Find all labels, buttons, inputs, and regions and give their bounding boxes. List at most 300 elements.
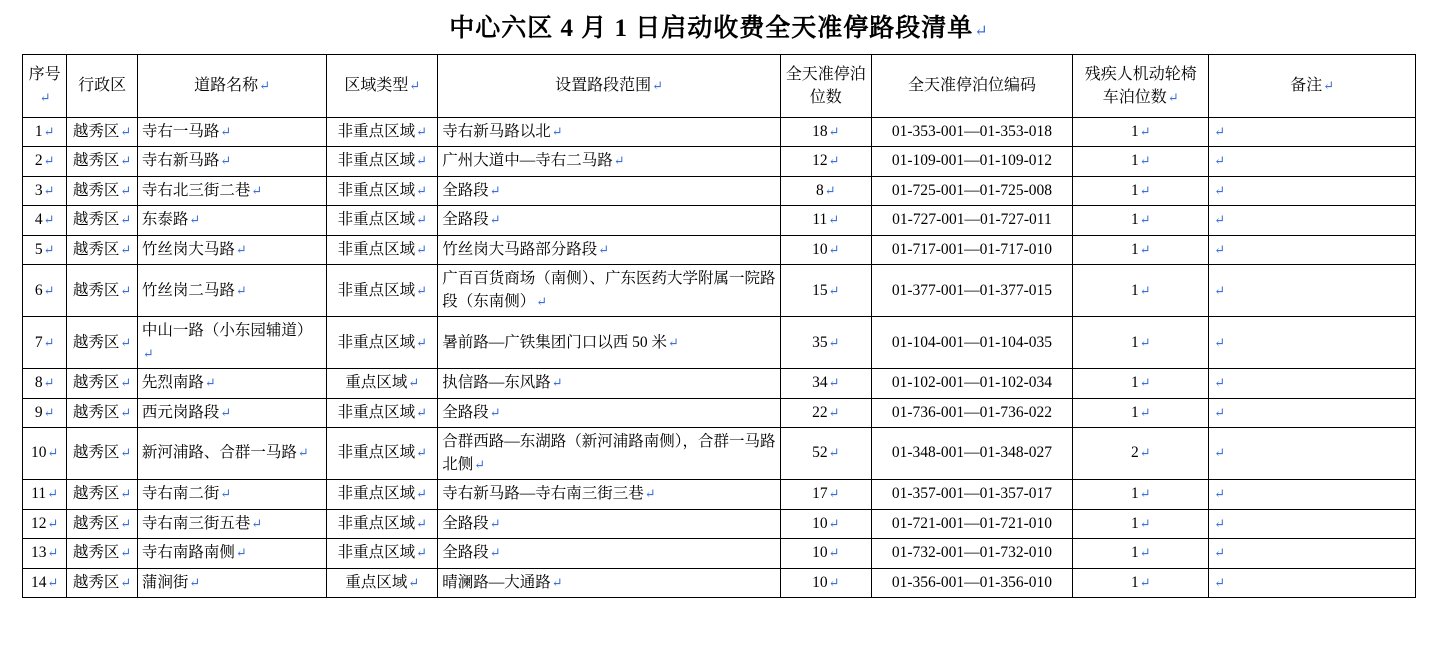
cell-count-text: 22 (812, 403, 828, 421)
pilcrow-mark: ↵ (974, 23, 989, 40)
pilcrow-mark: ↵ (120, 182, 132, 198)
cell-code-text: 01-732-001—01-732-010 (891, 544, 1053, 562)
cell-count-text: 11 (812, 211, 828, 229)
cell-code (871, 317, 1073, 369)
cell-range-text: 广百百货商场（南侧）、广东医药大学附属一院路段（东南侧） (442, 270, 776, 310)
cell-road (137, 509, 326, 538)
pilcrow-mark: ↵ (120, 212, 132, 228)
cell-road-text: 中山一路（小东园辅道） (141, 322, 313, 340)
column-header-zone-label: 区域类型 (344, 77, 409, 95)
cell-no (23, 317, 67, 369)
pilcrow-mark: ↵ (416, 404, 428, 420)
cell-remark (1209, 539, 1416, 568)
cell-range (438, 176, 781, 205)
cell-code (871, 480, 1073, 509)
cell-no-text: 9 (34, 403, 43, 421)
table-row (23, 509, 1416, 538)
cell-count-text: 12 (812, 152, 828, 170)
cell-accessible (1073, 539, 1209, 568)
cell-no-text: 13 (30, 544, 47, 562)
cell-count (780, 568, 871, 597)
column-header-remark-label: 备注 (1290, 77, 1323, 95)
cell-range-text: 暑前路—广铁集团门口以西 50 米 (442, 333, 668, 351)
cell-no (23, 265, 67, 317)
cell-count (780, 317, 871, 369)
cell-range-text: 晴澜路—大通路 (442, 573, 551, 591)
pilcrow-mark: ↵ (1214, 404, 1226, 420)
pilcrow-mark: ↵ (235, 282, 247, 298)
table-body (23, 118, 1416, 598)
cell-district (67, 235, 138, 264)
cell-range (438, 147, 781, 176)
cell-range-text: 竹丝岗大马路部分路段 (442, 240, 598, 258)
page-title (0, 0, 1438, 54)
cell-code (871, 235, 1073, 264)
cell-range-text: 执信路—东风路 (442, 374, 551, 392)
pilcrow-mark: ↵ (120, 574, 132, 590)
cell-no-text: 2 (34, 152, 43, 170)
cell-range-text: 全路段 (442, 181, 489, 199)
pilcrow-mark: ↵ (120, 404, 132, 420)
cell-district-text: 越秀区 (72, 211, 120, 229)
pilcrow-mark: ↵ (1214, 153, 1226, 169)
cell-count-text: 52 (812, 444, 828, 462)
table-row (23, 480, 1416, 509)
cell-zone (327, 206, 438, 235)
cell-district (67, 428, 138, 480)
cell-accessible (1073, 369, 1209, 398)
cell-range (438, 539, 781, 568)
pilcrow-mark: ↵ (1214, 182, 1226, 198)
cell-road (137, 398, 326, 427)
cell-code (871, 118, 1073, 147)
cell-no (23, 235, 67, 264)
pilcrow-mark: ↵ (416, 182, 428, 198)
cell-range-text: 广州大道中—寺右二马路 (442, 152, 613, 170)
cell-accessible-text: 2 (1130, 444, 1139, 462)
cell-zone-text: 重点区域 (345, 573, 408, 591)
pilcrow-mark: ↵ (828, 545, 840, 561)
cell-code-text: 01-721-001—01-721-010 (891, 514, 1053, 532)
cell-zone (327, 235, 438, 264)
pilcrow-mark: ↵ (1214, 515, 1226, 531)
cell-zone-text: 非重点区域 (337, 281, 416, 299)
cell-range-text: 全路段 (442, 544, 489, 562)
cell-road-text: 寺右南三街五巷 (141, 514, 251, 532)
cell-remark (1209, 480, 1416, 509)
pilcrow-mark: ↵ (120, 515, 132, 531)
pilcrow-mark: ↵ (416, 153, 428, 169)
cell-code-text: 01-717-001—01-717-010 (891, 240, 1053, 258)
column-header-count (780, 55, 871, 118)
cell-district (67, 398, 138, 427)
pilcrow-mark: ↵ (828, 515, 840, 531)
pilcrow-mark: ↵ (598, 241, 610, 257)
pilcrow-mark: ↵ (551, 375, 563, 391)
pilcrow-mark: ↵ (644, 486, 656, 502)
pilcrow-mark: ↵ (416, 282, 428, 298)
cell-accessible (1073, 235, 1209, 264)
cell-zone (327, 118, 438, 147)
pilcrow-mark: ↵ (235, 545, 247, 561)
cell-zone-text: 非重点区域 (337, 211, 416, 229)
pilcrow-mark: ↵ (652, 78, 664, 94)
column-header-no-label: 序号 (28, 65, 61, 83)
cell-count-text: 35 (812, 333, 828, 351)
column-header-count-label: 全天准停泊位数 (785, 65, 866, 106)
cell-no-text: 10 (30, 444, 47, 462)
cell-accessible (1073, 398, 1209, 427)
cell-district (67, 176, 138, 205)
pilcrow-mark: ↵ (551, 124, 563, 139)
pilcrow-mark: ↵ (43, 153, 55, 169)
cell-range (438, 480, 781, 509)
cell-road-text: 西元岗路段 (141, 403, 220, 421)
cell-district-text: 越秀区 (72, 240, 120, 258)
pilcrow-mark: ↵ (416, 445, 428, 461)
pilcrow-mark: ↵ (489, 404, 501, 420)
cell-no (23, 206, 67, 235)
cell-road (137, 369, 326, 398)
pilcrow-mark: ↵ (120, 153, 132, 169)
cell-code-text: 01-104-001—01-104-035 (891, 333, 1053, 351)
cell-no (23, 428, 67, 480)
pilcrow-mark: ↵ (1214, 124, 1226, 139)
pilcrow-mark: ↵ (828, 212, 840, 228)
pilcrow-mark: ↵ (47, 445, 59, 461)
cell-road-text: 寺右一马路 (141, 123, 220, 140)
pilcrow-mark: ↵ (1139, 282, 1151, 298)
cell-remark (1209, 509, 1416, 538)
cell-code-text: 01-348-001—01-348-027 (891, 444, 1053, 462)
cell-count (780, 480, 871, 509)
pilcrow-mark: ↵ (120, 124, 132, 139)
table-row (23, 265, 1416, 317)
pilcrow-mark: ↵ (489, 182, 501, 198)
cell-range (438, 235, 781, 264)
cell-zone (327, 317, 438, 369)
cell-range (438, 118, 781, 147)
cell-road-text: 竹丝岗大马路 (141, 240, 235, 258)
pilcrow-mark: ↵ (47, 545, 59, 561)
cell-road (137, 235, 326, 264)
pilcrow-mark: ↵ (220, 153, 232, 169)
cell-no (23, 480, 67, 509)
cell-count (780, 428, 871, 480)
cell-code-text: 01-356-001—01-356-010 (891, 573, 1053, 591)
cell-range (438, 265, 781, 317)
cell-remark (1209, 118, 1416, 147)
pilcrow-mark: ↵ (828, 445, 840, 461)
cell-count (780, 235, 871, 264)
pilcrow-mark: ↵ (1214, 375, 1226, 391)
cell-no (23, 118, 67, 147)
pilcrow-mark: ↵ (536, 293, 548, 309)
pilcrow-mark: ↵ (47, 486, 59, 502)
pilcrow-mark: ↵ (1139, 212, 1151, 228)
pilcrow-mark: ↵ (1167, 90, 1179, 105)
cell-range (438, 509, 781, 538)
cell-district-text: 越秀区 (72, 514, 120, 532)
pilcrow-mark: ↵ (1214, 486, 1226, 502)
cell-count (780, 509, 871, 538)
cell-accessible-text: 1 (1130, 573, 1139, 591)
cell-no (23, 568, 67, 597)
cell-road-text: 竹丝岗二马路 (141, 281, 235, 299)
cell-count-text: 10 (812, 544, 828, 562)
cell-road (137, 568, 326, 597)
cell-accessible-text: 1 (1130, 123, 1139, 140)
cell-count-text: 10 (812, 573, 828, 591)
pilcrow-mark: ↵ (120, 486, 132, 502)
cell-count (780, 176, 871, 205)
cell-accessible (1073, 176, 1209, 205)
cell-accessible-text: 1 (1130, 333, 1139, 351)
cell-district-text: 越秀区 (72, 152, 120, 170)
cell-accessible-text: 1 (1130, 240, 1139, 258)
table-row (23, 317, 1416, 369)
table-header-row (23, 55, 1416, 118)
cell-accessible (1073, 480, 1209, 509)
cell-zone (327, 480, 438, 509)
pilcrow-mark: ↵ (828, 282, 840, 298)
cell-zone-text: 非重点区域 (337, 181, 416, 199)
pilcrow-mark: ↵ (47, 515, 59, 531)
cell-zone (327, 568, 438, 597)
pilcrow-mark: ↵ (43, 182, 55, 198)
cell-accessible (1073, 317, 1209, 369)
cell-road (137, 176, 326, 205)
cell-range-text: 全路段 (442, 514, 489, 532)
cell-code (871, 147, 1073, 176)
column-header-code-label: 全天准停泊位编码 (907, 77, 1036, 95)
pilcrow-mark: ↵ (409, 78, 421, 94)
pilcrow-mark: ↵ (142, 345, 154, 361)
pilcrow-mark: ↵ (1139, 153, 1151, 169)
cell-road-text: 蒲涧街 (141, 573, 189, 591)
cell-code-text: 01-727-001—01-727-011 (892, 211, 1052, 229)
pilcrow-mark: ↵ (1214, 334, 1226, 350)
cell-code-text: 01-109-001—01-109-012 (891, 152, 1053, 170)
pilcrow-mark: ↵ (828, 153, 840, 169)
column-header-accessible (1073, 55, 1209, 118)
pilcrow-mark: ↵ (251, 182, 263, 198)
pilcrow-mark: ↵ (259, 78, 271, 94)
cell-district-text: 越秀区 (72, 485, 120, 503)
cell-accessible (1073, 428, 1209, 480)
cell-code (871, 398, 1073, 427)
cell-district-text: 越秀区 (72, 573, 120, 591)
cell-no (23, 369, 67, 398)
cell-no-text: 12 (30, 514, 47, 532)
cell-zone-text: 非重点区域 (337, 544, 416, 562)
column-header-road-label: 道路名称 (194, 77, 259, 95)
cell-count-text: 17 (812, 485, 828, 503)
cell-accessible (1073, 509, 1209, 538)
cell-range-text: 全路段 (442, 403, 489, 421)
cell-road-text: 寺右北三街二巷 (141, 181, 251, 199)
pilcrow-mark: ↵ (408, 574, 420, 590)
cell-accessible-text: 1 (1130, 281, 1139, 299)
pilcrow-mark: ↵ (43, 124, 55, 139)
table-row (23, 398, 1416, 427)
cell-road (137, 428, 326, 480)
cell-remark (1209, 206, 1416, 235)
cell-code-text: 01-102-001—01-102-034 (891, 374, 1053, 392)
pilcrow-mark: ↵ (251, 515, 263, 531)
cell-accessible-text: 1 (1130, 152, 1139, 170)
cell-remark (1209, 568, 1416, 597)
pilcrow-mark: ↵ (220, 124, 232, 139)
cell-code-text: 01-725-001—01-725-008 (891, 181, 1053, 199)
table-row (23, 176, 1416, 205)
cell-count (780, 398, 871, 427)
cell-accessible-text: 1 (1130, 181, 1139, 199)
parking-sections-table (22, 54, 1416, 598)
cell-accessible-text: 1 (1130, 514, 1139, 532)
cell-zone (327, 509, 438, 538)
cell-range (438, 398, 781, 427)
cell-road (137, 265, 326, 317)
pilcrow-mark: ↵ (416, 241, 428, 257)
pilcrow-mark: ↵ (828, 404, 840, 420)
cell-range (438, 428, 781, 480)
cell-code-text: 01-736-001—01-736-022 (891, 403, 1053, 421)
pilcrow-mark: ↵ (489, 515, 501, 531)
cell-no-text: 6 (34, 281, 43, 299)
column-header-district-label: 行政区 (78, 77, 127, 95)
pilcrow-mark: ↵ (489, 545, 501, 561)
cell-count (780, 206, 871, 235)
cell-no (23, 539, 67, 568)
cell-remark (1209, 317, 1416, 369)
table-row (23, 235, 1416, 264)
pilcrow-mark: ↵ (120, 241, 132, 257)
cell-count-text: 18 (812, 123, 828, 140)
pilcrow-mark: ↵ (1139, 445, 1151, 461)
pilcrow-mark: ↵ (1139, 334, 1151, 350)
cell-no (23, 509, 67, 538)
pilcrow-mark: ↵ (1214, 445, 1226, 461)
cell-district (67, 317, 138, 369)
cell-no-text: 1 (34, 123, 43, 140)
table-row (23, 206, 1416, 235)
cell-code-text: 01-353-001—01-353-018 (891, 123, 1053, 140)
pilcrow-mark: ↵ (220, 404, 232, 420)
cell-range (438, 317, 781, 369)
pilcrow-mark: ↵ (1214, 212, 1226, 228)
pilcrow-mark: ↵ (1139, 515, 1151, 531)
pilcrow-mark: ↵ (1214, 282, 1226, 298)
pilcrow-mark: ↵ (1139, 486, 1151, 502)
cell-remark (1209, 176, 1416, 205)
column-header-code (871, 55, 1073, 118)
cell-district-text: 越秀区 (72, 544, 120, 562)
cell-district-text: 越秀区 (72, 123, 120, 140)
pilcrow-mark: ↵ (43, 334, 55, 350)
pilcrow-mark: ↵ (416, 124, 428, 139)
cell-road-text: 寺右南二街 (141, 485, 220, 503)
cell-count (780, 369, 871, 398)
cell-road (137, 206, 326, 235)
cell-no (23, 398, 67, 427)
cell-zone (327, 369, 438, 398)
cell-zone-text: 非重点区域 (337, 514, 416, 532)
cell-district-text: 越秀区 (72, 403, 120, 421)
pilcrow-mark: ↵ (613, 153, 625, 169)
pilcrow-mark: ↵ (297, 445, 309, 461)
pilcrow-mark: ↵ (828, 574, 840, 590)
pilcrow-mark: ↵ (416, 334, 428, 350)
cell-road-text: 东泰路 (141, 211, 189, 229)
cell-road-text: 寺右南路南侧 (141, 544, 235, 562)
cell-accessible-text: 1 (1130, 211, 1139, 229)
pilcrow-mark: ↵ (204, 375, 216, 391)
pilcrow-mark: ↵ (43, 404, 55, 420)
cell-code (871, 206, 1073, 235)
column-header-no (23, 55, 67, 118)
cell-count-text: 34 (812, 374, 828, 392)
cell-code (871, 428, 1073, 480)
column-header-district (67, 55, 138, 118)
pilcrow-mark: ↵ (408, 375, 420, 391)
cell-district (67, 509, 138, 538)
pilcrow-mark: ↵ (1139, 375, 1151, 391)
cell-count-text: 8 (815, 181, 824, 199)
cell-zone (327, 398, 438, 427)
cell-remark (1209, 369, 1416, 398)
cell-remark (1209, 428, 1416, 480)
cell-code (871, 568, 1073, 597)
pilcrow-mark: ↵ (416, 545, 428, 561)
cell-range-text: 合群西路—东湖路（新河浦路南侧），合群一马路北侧 (442, 433, 776, 473)
cell-count (780, 539, 871, 568)
cell-zone-text: 非重点区域 (337, 123, 416, 140)
cell-accessible-text: 1 (1130, 374, 1139, 392)
pilcrow-mark: ↵ (43, 282, 55, 298)
cell-accessible (1073, 265, 1209, 317)
cell-road (137, 118, 326, 147)
cell-code (871, 265, 1073, 317)
pilcrow-mark: ↵ (828, 334, 840, 350)
cell-no-text: 3 (34, 181, 43, 199)
pilcrow-mark: ↵ (1139, 241, 1151, 257)
cell-zone (327, 147, 438, 176)
cell-no-text: 4 (34, 211, 43, 229)
pilcrow-mark: ↵ (1214, 574, 1226, 590)
cell-district (67, 118, 138, 147)
column-header-remark (1209, 55, 1416, 118)
cell-zone (327, 539, 438, 568)
cell-accessible-text: 1 (1130, 403, 1139, 421)
pilcrow-mark: ↵ (828, 124, 840, 139)
cell-no (23, 176, 67, 205)
cell-code-text: 01-357-001—01-357-017 (891, 485, 1053, 503)
pilcrow-mark: ↵ (1139, 182, 1151, 198)
pilcrow-mark: ↵ (43, 241, 55, 257)
cell-accessible (1073, 147, 1209, 176)
cell-accessible (1073, 118, 1209, 147)
pilcrow-mark: ↵ (828, 241, 840, 257)
cell-range (438, 206, 781, 235)
cell-accessible (1073, 568, 1209, 597)
cell-count (780, 265, 871, 317)
cell-no-text: 14 (30, 573, 47, 591)
table-row (23, 369, 1416, 398)
cell-district (67, 369, 138, 398)
pilcrow-mark: ↵ (120, 334, 132, 350)
table-row (23, 118, 1416, 147)
